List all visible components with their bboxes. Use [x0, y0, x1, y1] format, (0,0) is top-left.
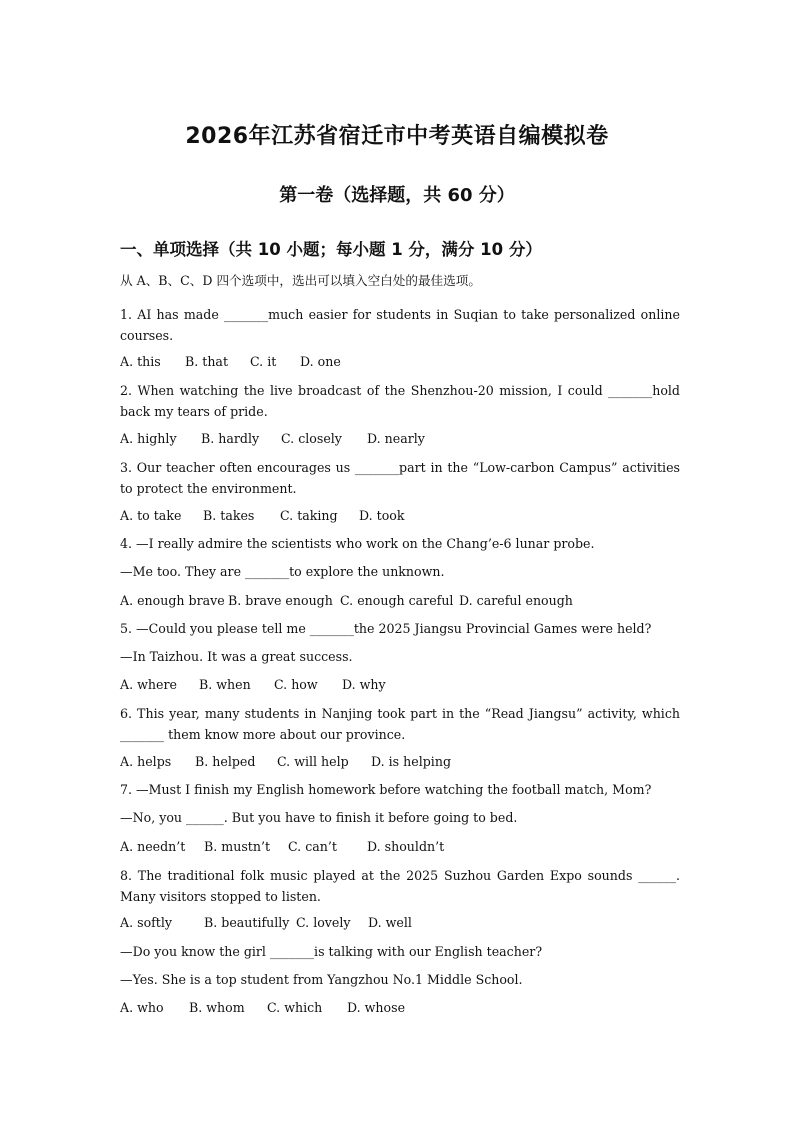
question-9-stem: —Do you know the girl _______is talking with our English teacher? [120, 944, 543, 959]
question-9-reply: —Yes. She is a top student from Yangzhou No.1 Middle School. [120, 972, 523, 987]
question-7-stem: 7. —Must I finish my English homework before watching the football match, Mom? [120, 782, 652, 797]
option-a: A. this [120, 354, 161, 369]
option-d: D. careful enough [459, 593, 573, 608]
option-b: B. brave enough [228, 593, 333, 608]
option-b: B. mustn’t [204, 839, 271, 854]
option-a: A. highly [120, 431, 177, 446]
option-c: C. can’t [288, 839, 337, 854]
option-a: A. softly [120, 915, 173, 930]
option-a: A. needn’t [120, 839, 186, 854]
question-4-stem: 4. —I really admire the scientists who work on the Chang’e-6 lunar probe. [120, 536, 595, 551]
option-c: C. enough careful [340, 593, 454, 608]
option-d: D. nearly [367, 431, 425, 446]
option-b: B. takes [203, 508, 255, 523]
question-4-reply: —Me too. They are _______to explore the unknown. [120, 564, 445, 579]
option-a: A. enough brave [120, 593, 225, 608]
option-c: C. lovely [296, 915, 351, 930]
option-b: B. beautifully [204, 915, 290, 930]
option-d: D. one [300, 354, 341, 369]
option-b: B. helped [195, 754, 256, 769]
question-2-options [120, 429, 425, 449]
option-a: A. where [120, 677, 177, 692]
section-heading: 一、单项选择（共 10 小题；每小题 1 分，满分 10 分） [120, 240, 542, 259]
option-a: A. to take [120, 508, 182, 523]
question-4-options [120, 591, 573, 611]
question-1-options [120, 352, 341, 372]
exam-title: 2026年江苏省宿迁市中考英语自编模拟卷 [185, 124, 609, 149]
option-c: C. closely [281, 431, 342, 446]
question-6-stem: 6. This year, many students in Nanjing took part in the “Read Jiangsu” activity, which _______ them know more about our province. [120, 706, 680, 742]
option-b: B. hardly [201, 431, 260, 446]
question-7-options [120, 837, 444, 857]
question-3-stem: 3. Our teacher often encourages us _______part in the “Low-carbon Campus” activities to protect the environment. [120, 460, 680, 496]
option-c: C. which [267, 1000, 323, 1015]
question-7-reply: —No, you ______. But you have to finish it before going to bed. [120, 810, 518, 825]
option-d: D. well [368, 915, 412, 930]
option-c: C. will help [277, 754, 349, 769]
part-subtitle: 第一卷（选择题，共 60 分） [279, 185, 515, 206]
option-c: C. taking [280, 508, 338, 523]
option-d: D. whose [347, 1000, 406, 1015]
question-5-stem: 5. —Could you please tell me _______the 2025 Jiangsu Provincial Games were held? [120, 621, 652, 636]
question-2-stem: 2. When watching the live broadcast of the Shenzhou-20 mission, I could _______hold back my tears of pride. [120, 383, 680, 419]
option-a: A. who [120, 1000, 164, 1015]
option-d: D. took [359, 508, 405, 523]
question-6-options [120, 752, 451, 772]
option-b: B. whom [189, 1000, 245, 1015]
question-8-stem: 8. The traditional folk music played at the 2025 Suzhou Garden Expo sounds ______. Many visitors stopped to listen. [120, 868, 680, 904]
option-d: D. is helping [371, 754, 452, 769]
option-b: B. when [199, 677, 251, 692]
section-instruction: 从 A、B、C、D 四个选项中，选出可以填入空白处的最佳选项。 [120, 273, 481, 288]
option-b: B. that [185, 354, 229, 369]
question-3-options [120, 506, 405, 526]
question-8-options [120, 913, 412, 933]
option-c: C. how [274, 677, 318, 692]
option-d: D. why [342, 677, 386, 692]
option-a: A. helps [120, 754, 172, 769]
option-c: C. it [250, 354, 277, 369]
option-d: D. shouldn’t [367, 839, 445, 854]
question-1-stem: 1. AI has made _______much easier for students in Suqian to take personalized online courses. [120, 307, 680, 343]
question-5-reply: —In Taizhou. It was a great success. [120, 649, 353, 664]
question-9-options [120, 998, 405, 1018]
question-5-options [120, 675, 386, 695]
